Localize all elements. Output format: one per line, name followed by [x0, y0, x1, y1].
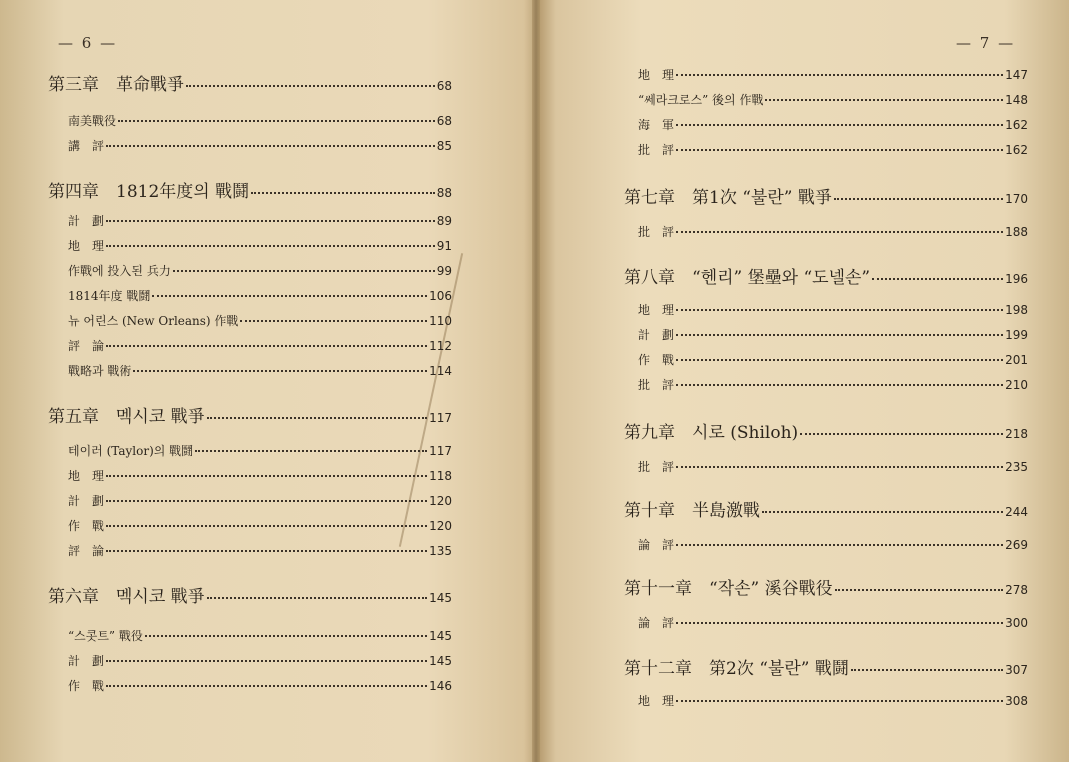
leader-dots — [800, 433, 1003, 435]
section-entry-left — [68, 362, 452, 379]
entry-title: 地 理 — [638, 68, 675, 82]
section-entry-left — [68, 492, 452, 509]
chapter-entry-right — [624, 263, 1028, 288]
leader-dots — [676, 74, 1003, 76]
left-page — [0, 0, 534, 762]
section-entry-right — [638, 66, 1028, 83]
leader-dots — [106, 685, 427, 687]
leader-dots — [106, 525, 427, 527]
leader-dots — [240, 320, 427, 322]
section-entry-right — [638, 351, 1028, 368]
section-entry-right — [638, 91, 1028, 108]
entry-title: 作 戰 — [68, 519, 105, 533]
section-entry-left — [68, 137, 452, 154]
chapter-entry-left — [48, 582, 452, 607]
leader-dots — [676, 544, 1003, 546]
entry-page-number: 147 — [1005, 68, 1028, 82]
leader-dots — [152, 295, 427, 297]
leader-dots — [106, 245, 435, 247]
entry-title: 1814年度 戰鬪 — [68, 289, 151, 303]
entry-page-number: 148 — [1005, 93, 1028, 107]
entry-page-number: 308 — [1005, 694, 1028, 708]
leader-dots — [145, 635, 427, 637]
leader-dots — [118, 120, 435, 122]
right-page — [538, 0, 1069, 762]
entry-title: 作戰에 投入된 兵力 — [68, 264, 171, 278]
entry-page-number: 91 — [436, 239, 452, 253]
entry-page-number: 120 — [429, 494, 452, 508]
section-entry-left — [68, 677, 452, 694]
entry-page-number: 170 — [1005, 192, 1028, 206]
section-entry-left — [68, 542, 452, 559]
section-entry-right — [638, 614, 1028, 631]
entry-title: 뉴 어린스 (New Orleans) 作戰 — [68, 314, 239, 328]
entry-title: 計 劃 — [68, 654, 105, 668]
entry-page-number: 68 — [436, 79, 452, 93]
chapter-entry-right — [624, 496, 1028, 521]
leader-dots — [851, 669, 1003, 671]
entry-title: 地 理 — [68, 469, 105, 483]
entry-title: 批 評 — [638, 225, 675, 239]
leader-dots — [106, 660, 427, 662]
entry-page-number: 244 — [1005, 505, 1028, 519]
entry-page-number: 68 — [436, 114, 452, 128]
chapter-entry-right — [624, 574, 1028, 599]
entry-title: “스콧트” 戰役 — [68, 629, 143, 643]
leader-dots — [676, 334, 1003, 336]
section-entry-left — [68, 652, 452, 669]
entry-page-number: 307 — [1005, 663, 1028, 677]
page-number-left: — 6 — — [58, 34, 118, 52]
entry-page-number: 145 — [429, 591, 452, 605]
section-entry-right — [638, 376, 1028, 393]
entry-title: 批 評 — [638, 460, 675, 474]
section-entry-right — [638, 536, 1028, 553]
section-entry-left — [68, 287, 452, 304]
chapter-entry-right — [624, 183, 1028, 208]
entry-title: 第四章 1812年度의 戰鬪 — [48, 182, 250, 202]
leader-dots — [676, 149, 1003, 151]
entry-page-number: 106 — [429, 289, 452, 303]
entry-title: 第九章 시로 (Shiloh) — [624, 423, 799, 443]
entry-title: 第三章 革命戰爭 — [48, 75, 184, 95]
leader-dots — [106, 345, 427, 347]
leader-dots — [207, 597, 427, 599]
leader-dots — [251, 192, 435, 194]
leader-dots — [676, 622, 1003, 624]
leader-dots — [676, 384, 1003, 386]
section-entry-left — [68, 262, 452, 279]
page-number-right: — 7 — — [956, 34, 1016, 52]
chapter-entry-left — [48, 70, 452, 95]
section-entry-right — [638, 116, 1028, 133]
entry-page-number: 210 — [1005, 378, 1028, 392]
entry-title: 作 戰 — [638, 353, 675, 367]
entry-title: 地 理 — [68, 239, 105, 253]
entry-title: 第七章 第1次 “불란” 戰爭 — [624, 188, 832, 208]
entry-page-number: 88 — [436, 186, 452, 200]
entry-page-number: 300 — [1005, 616, 1028, 630]
section-entry-right — [638, 326, 1028, 343]
leader-dots — [676, 231, 1003, 233]
section-entry-left — [68, 337, 452, 354]
section-entry-left — [68, 237, 452, 254]
entry-page-number: 201 — [1005, 353, 1028, 367]
entry-page-number: 110 — [429, 314, 452, 328]
leader-dots — [106, 475, 427, 477]
leader-dots — [834, 198, 1003, 200]
leader-dots — [676, 359, 1003, 361]
entry-title: 地 理 — [638, 694, 675, 708]
section-entry-left — [68, 442, 452, 459]
leader-dots — [186, 85, 435, 87]
entry-title: 南美戰役 — [68, 114, 117, 128]
entry-page-number: 117 — [429, 444, 452, 458]
entry-title: 評 論 — [68, 339, 105, 353]
leader-dots — [765, 99, 1003, 101]
chapter-entry-right — [624, 654, 1028, 679]
entry-title: 戰略과 戰術 — [68, 364, 132, 378]
entry-page-number: 188 — [1005, 225, 1028, 239]
section-entry-left — [68, 627, 452, 644]
entry-title: 第六章 멕시코 戰爭 — [48, 587, 205, 607]
entry-title: 批 評 — [638, 378, 675, 392]
leader-dots — [173, 270, 435, 272]
section-entry-left — [68, 517, 452, 534]
entry-page-number: 145 — [429, 629, 452, 643]
leader-dots — [133, 370, 427, 372]
entry-page-number: 99 — [436, 264, 452, 278]
entry-page-number: 218 — [1005, 427, 1028, 441]
entry-title: 論 評 — [638, 538, 675, 552]
entry-page-number: 112 — [429, 339, 452, 353]
section-entry-right — [638, 458, 1028, 475]
section-entry-left — [68, 467, 452, 484]
leader-dots — [835, 589, 1003, 591]
entry-title: 計 劃 — [638, 328, 675, 342]
section-entry-right — [638, 141, 1028, 158]
entry-title: 第十章 半島激戰 — [624, 501, 760, 521]
entry-title: 테이러 (Taylor)의 戰鬪 — [68, 444, 194, 458]
entry-title: 作 戰 — [68, 679, 105, 693]
leader-dots — [676, 309, 1003, 311]
entry-page-number: 85 — [436, 139, 452, 153]
entry-title: 第十一章 “작손” 溪谷戰役 — [624, 579, 833, 599]
leader-dots — [872, 278, 1003, 280]
leader-dots — [106, 145, 435, 147]
leader-dots — [106, 220, 435, 222]
entry-page-number: 135 — [429, 544, 452, 558]
leader-dots — [195, 450, 427, 452]
entry-page-number: 89 — [436, 214, 452, 228]
entry-title: 第八章 “헨리” 堡壘와 “도넬손” — [624, 268, 871, 288]
entry-title: 講 評 — [68, 139, 105, 153]
chapter-entry-left — [48, 177, 452, 202]
entry-title: 第十二章 第2次 “불란” 戰鬪 — [624, 659, 849, 679]
entry-page-number: 196 — [1005, 272, 1028, 286]
leader-dots — [676, 124, 1003, 126]
entry-title: 評 論 — [68, 544, 105, 558]
section-entry-left — [68, 312, 452, 329]
entry-page-number: 162 — [1005, 143, 1028, 157]
section-entry-right — [638, 223, 1028, 240]
entry-title: 地 理 — [638, 303, 675, 317]
leader-dots — [106, 550, 427, 552]
entry-page-number: 199 — [1005, 328, 1028, 342]
entry-page-number: 117 — [429, 411, 452, 425]
entry-title: 論 評 — [638, 616, 675, 630]
entry-title: 計 劃 — [68, 214, 105, 228]
entry-title: 第五章 멕시코 戰爭 — [48, 407, 205, 427]
section-entry-left — [68, 112, 452, 129]
entry-page-number: 269 — [1005, 538, 1028, 552]
entry-title: “쎄라크로스” 後의 作戰 — [638, 93, 764, 107]
leader-dots — [106, 500, 427, 502]
section-entry-right — [638, 301, 1028, 318]
entry-page-number: 146 — [429, 679, 452, 693]
entry-page-number: 162 — [1005, 118, 1028, 132]
entry-page-number: 118 — [429, 469, 452, 483]
section-entry-right — [638, 692, 1028, 709]
entry-title: 批 評 — [638, 143, 675, 157]
entry-page-number: 198 — [1005, 303, 1028, 317]
entry-title: 計 劃 — [68, 494, 105, 508]
entry-page-number: 235 — [1005, 460, 1028, 474]
leader-dots — [762, 511, 1003, 513]
leader-dots — [676, 466, 1003, 468]
entry-page-number: 145 — [429, 654, 452, 668]
leader-dots — [207, 417, 427, 419]
leader-dots — [676, 700, 1003, 702]
section-entry-left — [68, 212, 452, 229]
entry-title: 海 軍 — [638, 118, 675, 132]
chapter-entry-right — [624, 418, 1028, 443]
entry-page-number: 120 — [429, 519, 452, 533]
entry-page-number: 114 — [429, 364, 452, 378]
entry-page-number: 278 — [1005, 583, 1028, 597]
chapter-entry-left — [48, 402, 452, 427]
